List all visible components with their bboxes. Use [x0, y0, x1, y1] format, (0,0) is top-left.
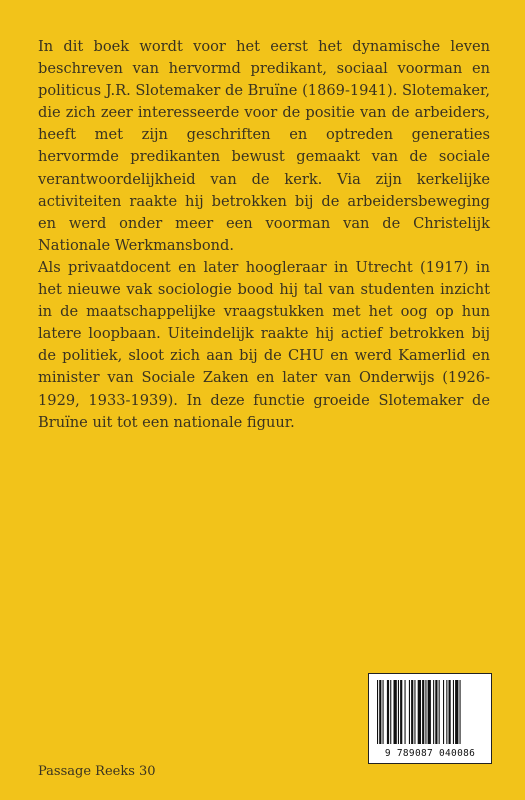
isbn-number: 9 789087 040086: [384, 748, 476, 759]
blurb-paragraph-2: Als privaatdocent en later hoogleraar in Utrecht (1917) in het nieuwe vak sociologie bood hij tal van studenten inzicht in de maatschappelijke vraagstukken met het oog op hun latere loopbaan. Uiteindelijk raakte hij actief betrokken bij de politiek, sloot zich aan bij de CHU en werd Kamerlid en minister van Sociale Zaken en later van Onderwijs (1926-1929, 1933-1939). In deze functie groeide Slotemaker de Bruïne uit tot een nationale figuur.: [38, 258, 490, 431]
series-label: Passage Reeks 30: [38, 764, 156, 779]
barcode-bars-icon: [375, 680, 487, 746]
back-cover-blurb: [38, 36, 490, 434]
isbn-barcode: [368, 673, 492, 764]
blurb-paragraph-1: In dit boek wordt voor het eerst het dynamische leven beschreven van hervormd predikant, sociaal voorman en politicus J.R. Slotemaker de Bruïne (1869-1941). Slotemaker, die zich zeer interesseerde voor de positie van de arbeiders, heeft met zijn geschriften en optreden generaties hervormde predikanten bewust gemaakt van de sociale verantwoordelijkheid van de kerk. Via zijn kerkelijke activiteiten raakte hij betrokken bij de arbeidersbeweging en werd onder meer een voorman van de Christelijk Nationale Werkmansbond.: [38, 38, 490, 254]
